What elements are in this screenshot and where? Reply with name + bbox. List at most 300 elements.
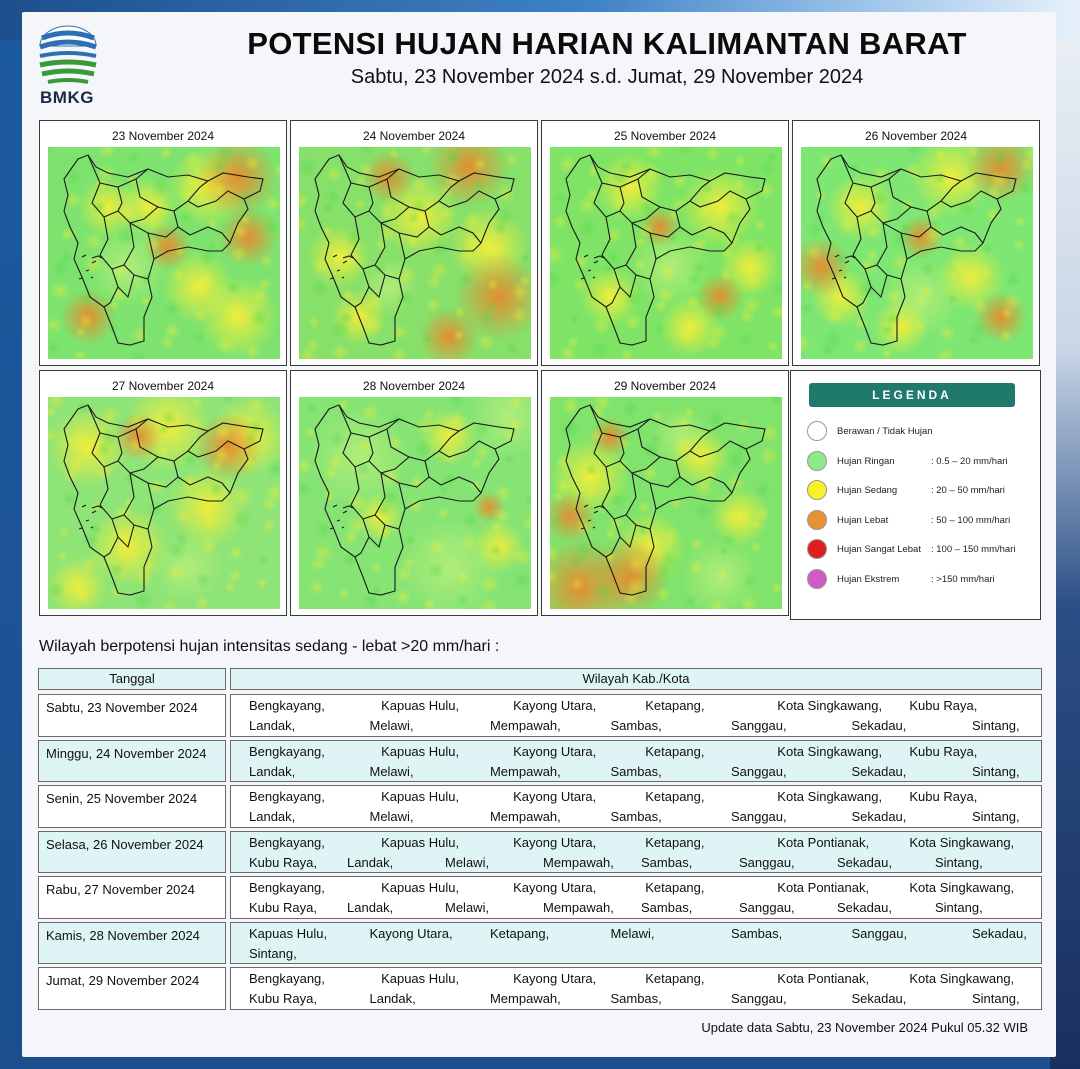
rain-texture: [460, 534, 478, 552]
legend-range: : 100 – 150 mm/hari: [931, 544, 1016, 555]
rain-texture: [553, 214, 567, 228]
row-date: Selasa, 26 November 2024: [46, 836, 204, 852]
rain-texture: [455, 593, 469, 607]
region-name: Bengkayang,: [249, 971, 325, 986]
region-name: Sanggau,: [739, 854, 795, 870]
rain-texture: [357, 439, 371, 453]
table-row-date-cell: [38, 831, 226, 874]
rain-texture: [261, 518, 277, 534]
table-row-date-cell: [38, 785, 226, 828]
region-name: Sanggau,: [730, 991, 787, 1006]
rain-texture: [947, 293, 959, 305]
rain-texture: [413, 439, 433, 459]
rain-texture: [659, 550, 679, 570]
row-date: Kamis, 28 November 2024: [46, 927, 200, 943]
rain-texture: [554, 191, 568, 205]
region-name: Sanggau,: [730, 809, 787, 824]
page-title: POTENSI HUJAN HARIAN KALIMANTAN BARAT: [247, 26, 967, 61]
rain-texture: [688, 559, 704, 575]
rain-texture: [325, 189, 341, 205]
rain-texture: [852, 338, 868, 354]
rain-texture: [570, 577, 584, 591]
rain-texture: [568, 313, 580, 325]
rain-texture: [60, 227, 74, 241]
legend-item: [807, 480, 1037, 502]
rain-texture: [454, 306, 466, 318]
region-name: Kapuas Hulu,: [381, 880, 460, 895]
rain-texture: [637, 500, 651, 514]
rain-texture: [767, 340, 779, 352]
rain-texture: [427, 561, 445, 579]
map-panel: [290, 370, 538, 616]
rain-texture: [823, 329, 843, 349]
region-name: Sintang,: [935, 854, 983, 870]
rain-texture: [755, 482, 771, 498]
region-name: Kota Pontianak,: [777, 834, 870, 850]
region-name: Kota Singkawang,: [909, 880, 1015, 895]
rain-texture: [710, 299, 730, 319]
region-name: Sambas,: [641, 900, 693, 915]
rain-texture: [230, 245, 248, 263]
region-name: Sekadau,: [851, 991, 907, 1006]
region-name: Bengkayang,: [249, 743, 325, 759]
region-name: Kayong Utara,: [369, 925, 453, 941]
table-row-date-cell: [38, 967, 226, 1010]
rain-texture: [228, 545, 244, 561]
map-panel: [39, 370, 287, 616]
rain-texture: [601, 286, 613, 298]
region-name: Kota Pontianak,: [777, 880, 870, 895]
legend-swatch: [807, 421, 827, 441]
rain-texture: [225, 304, 239, 318]
rain-texture: [934, 148, 948, 162]
table-row-regions-cell: [230, 831, 1042, 874]
rain-texture: [625, 290, 643, 308]
rain-texture: [709, 322, 729, 342]
rain-texture: [480, 574, 500, 594]
legend-label: Hujan Sedang: [837, 485, 898, 496]
map-panel: [541, 120, 789, 366]
rain-texture: [361, 403, 379, 421]
region-name: Kapuas Hulu,: [249, 925, 328, 941]
legend-swatch: [807, 480, 827, 500]
rainfall-map: [550, 397, 782, 609]
region-name: Kubu Raya,: [249, 900, 317, 915]
rain-texture: [914, 320, 926, 332]
map-date-label: 25 November 2024: [613, 129, 717, 143]
region-name: Sekadau,: [851, 809, 907, 824]
rain-texture: [199, 536, 219, 556]
region-name: Kayong Utara,: [513, 743, 597, 759]
region-name: Mempawah,: [489, 991, 561, 1006]
rain-texture: [486, 302, 498, 314]
rain-texture: [211, 182, 227, 198]
rain-texture: [390, 412, 404, 426]
rain-texture: [256, 577, 268, 589]
region-name: Melawi,: [369, 809, 414, 824]
rain-texture: [377, 225, 395, 243]
table-row-date-cell: [38, 922, 226, 965]
rain-texture: [671, 196, 687, 212]
region-name: Bengkayang,: [249, 834, 325, 850]
rain-texture: [461, 511, 479, 529]
region-name: Sekadau,: [837, 900, 892, 915]
rain-texture: [48, 581, 66, 599]
rain-texture: [425, 297, 441, 313]
rain-texture: [493, 507, 511, 525]
rain-texture: [200, 513, 220, 533]
rain-texture: [463, 211, 483, 231]
region-name: Kota Singkawang,: [777, 698, 883, 713]
rain-texture: [702, 469, 716, 483]
rain-texture: [388, 148, 400, 160]
rain-texture: [766, 151, 778, 163]
rain-texture: [717, 568, 729, 580]
rain-texture: [489, 543, 503, 557]
rain-texture: [558, 155, 576, 173]
rain-texture: [847, 185, 859, 197]
region-name: Kota Singkawang,: [909, 971, 1015, 986]
region-name: Sintang,: [971, 809, 1020, 824]
region-name: Sekadau,: [837, 854, 892, 870]
rain-texture: [805, 243, 823, 261]
rain-texture: [439, 207, 453, 221]
legend-swatch: [807, 510, 827, 530]
rain-texture: [309, 579, 325, 595]
map-date-label: 26 November 2024: [864, 129, 968, 143]
rain-texture: [244, 155, 260, 171]
region-name: Kubu Raya,: [909, 743, 978, 759]
region-name: Sanggau,: [730, 718, 787, 733]
rain-texture: [608, 491, 626, 509]
region-name: Sekadau,: [851, 718, 907, 733]
rain-texture: [567, 336, 579, 348]
region-name: Sintang,: [249, 945, 297, 961]
region-name: Sintang,: [935, 900, 983, 915]
rain-texture: [689, 536, 705, 552]
rain-texture: [305, 403, 317, 415]
rain-texture: [473, 157, 487, 171]
rain-texture: [77, 590, 91, 604]
table-row-regions-cell: [230, 740, 1042, 783]
rain-texture: [1003, 293, 1021, 311]
region-name: Melawi,: [445, 900, 490, 915]
region-name: Ketapang,: [645, 698, 705, 713]
rain-texture: [757, 182, 775, 200]
rain-texture: [634, 259, 646, 271]
rain-texture: [618, 437, 630, 449]
rain-texture: [216, 335, 236, 355]
rain-texture: [145, 236, 161, 252]
rain-texture: [100, 405, 120, 425]
region-name: Kayong Utara,: [513, 880, 597, 895]
map-date-label: 24 November 2024: [362, 129, 466, 143]
rain-texture: [347, 493, 367, 513]
rain-texture: [572, 277, 588, 293]
region-name: Landak,: [347, 900, 394, 915]
rain-texture: [258, 277, 272, 291]
rain-texture: [750, 541, 762, 553]
region-name: Sintang,: [971, 718, 1020, 733]
rain-texture: [660, 527, 680, 547]
rain-texture: [442, 448, 458, 464]
rain-texture: [378, 202, 396, 220]
region-name: Kayong Utara,: [513, 698, 597, 713]
table-row-regions-cell: [230, 785, 1042, 828]
rain-texture: [226, 281, 240, 295]
rain-texture: [110, 563, 124, 577]
rain-texture: [834, 252, 848, 266]
region-name: Bengkayang,: [249, 789, 325, 804]
rain-texture: [340, 288, 354, 302]
legend-item: [807, 451, 1037, 473]
rain-texture: [195, 572, 211, 588]
region-name: Kota Pontianak,: [777, 971, 870, 986]
rain-texture: [76, 401, 90, 415]
rain-texture: [97, 164, 115, 182]
region-name: Mempawah,: [489, 718, 561, 733]
rain-texture: [422, 408, 436, 422]
region-name: Sanggau,: [739, 900, 795, 915]
update-timestamp: Update data Sabtu, 23 November 2024 Pukul 05.32 WIB: [701, 1020, 1028, 1035]
rain-texture: [667, 232, 679, 244]
rain-texture: [328, 430, 346, 448]
map-date-label: 29 November 2024: [613, 379, 717, 393]
rain-texture: [801, 279, 815, 293]
rain-texture: [503, 453, 515, 465]
legend-label: Hujan Ekstrem: [837, 573, 900, 585]
rainfall-map: [550, 147, 782, 359]
rain-texture: [610, 191, 630, 211]
region-name: Ketapang,: [489, 925, 550, 941]
region-name: Sambas,: [610, 991, 662, 1006]
region-name: Kubu Raya,: [249, 854, 317, 870]
legend-item: [807, 510, 1037, 532]
rain-texture: [619, 160, 633, 174]
region-name: Ketapang,: [645, 880, 705, 895]
rain-texture: [99, 428, 119, 448]
region-name: Sekadau,: [971, 925, 1027, 941]
row-date: Jumat, 29 November 2024: [46, 973, 200, 988]
rain-texture: [209, 482, 223, 496]
rain-texture: [50, 281, 70, 301]
rain-texture: [980, 266, 992, 278]
rain-texture: [78, 313, 94, 329]
rain-texture: [437, 507, 449, 519]
rain-texture: [754, 505, 770, 521]
region-name: Sambas,: [610, 763, 662, 779]
legend-range: : 20 – 50 mm/hari: [931, 485, 1005, 496]
rain-texture: [573, 254, 589, 270]
region-name: Mempawah,: [489, 763, 561, 779]
rain-texture: [371, 561, 383, 573]
page-subtitle: Sabtu, 23 November 2024 s.d. Jumat, 29 November 2024: [350, 66, 864, 88]
region-name: Kubu Raya,: [909, 698, 978, 713]
legend-range: : >150 mm/hari: [931, 573, 995, 585]
region-name: Kota Singkawang,: [777, 789, 883, 804]
rain-texture: [257, 554, 269, 566]
rain-texture: [657, 286, 675, 304]
rain-texture: [307, 315, 321, 329]
map-date-label: 28 November 2024: [362, 379, 466, 393]
region-name: Sambas,: [610, 718, 662, 733]
rain-texture: [999, 329, 1013, 343]
region-name: Sintang,: [971, 763, 1020, 779]
rain-texture: [653, 322, 667, 336]
rain-texture: [84, 231, 104, 251]
rain-texture: [733, 178, 745, 190]
rain-texture: [323, 489, 337, 503]
rain-texture: [474, 444, 490, 460]
rain-texture: [311, 279, 329, 297]
rain-texture: [240, 191, 252, 203]
legend: [790, 370, 1041, 620]
rain-texture: [180, 473, 198, 491]
rain-texture: [721, 532, 737, 548]
region-name: Kayong Utara,: [513, 789, 597, 804]
region-name: Ketapang,: [645, 834, 705, 850]
rain-texture: [1013, 239, 1025, 251]
row-date: Minggu, 24 November 2024: [46, 745, 207, 761]
table-row-regions-cell: [230, 876, 1042, 919]
legend-swatch: [807, 539, 827, 559]
rain-texture: [456, 570, 470, 584]
region-name: Kubu Raya,: [909, 789, 978, 804]
region-name: Kapuas Hulu,: [381, 743, 460, 759]
rain-texture: [403, 557, 415, 569]
region-name: Ketapang,: [645, 971, 705, 986]
rain-texture: [458, 270, 474, 286]
legend-item: [807, 569, 1037, 591]
region-name: Landak,: [249, 809, 296, 824]
rain-texture: [866, 248, 880, 262]
legend-swatch: [807, 569, 827, 589]
rain-texture: [556, 455, 572, 471]
rainfall-map: [299, 147, 531, 359]
rain-texture: [691, 236, 709, 254]
region-name: Melawi,: [369, 763, 414, 779]
rain-texture: [591, 340, 609, 358]
rain-texture: [551, 514, 563, 526]
rain-texture: [505, 153, 519, 167]
table-row-date-cell: [38, 694, 226, 737]
region-name: Melawi,: [445, 854, 490, 870]
rain-texture: [128, 437, 144, 453]
region-name: Sambas,: [641, 854, 693, 870]
region-name: Sambas,: [610, 809, 662, 824]
rain-texture: [392, 324, 408, 340]
legend-item: [807, 539, 1037, 561]
region-name: Kayong Utara,: [513, 834, 597, 850]
rain-texture: [970, 320, 988, 338]
rain-texture: [990, 148, 1010, 168]
region-name: Landak,: [347, 854, 394, 870]
legend-label: Hujan Ringan: [837, 455, 895, 467]
rain-texture: [592, 317, 610, 335]
rain-texture: [131, 326, 149, 344]
rainfall-map: [48, 397, 280, 609]
rain-texture: [242, 455, 256, 469]
region-name: Kayong Utara,: [513, 971, 597, 986]
rain-texture: [174, 245, 186, 257]
rain-texture: [304, 426, 316, 438]
region-name: Mempawah,: [543, 854, 614, 870]
rain-texture: [428, 538, 446, 556]
region-name: Landak,: [369, 991, 416, 1006]
background-left: [0, 0, 24, 1069]
rain-texture: [213, 446, 231, 464]
rain-texture: [707, 410, 725, 428]
rain-texture: [150, 177, 170, 197]
region-name: Sanggau,: [851, 925, 908, 941]
region-name: Sekadau,: [851, 763, 907, 779]
rain-texture: [574, 541, 592, 559]
rainfall-map: [48, 147, 280, 359]
rain-texture: [589, 428, 605, 444]
legend-range: : 50 – 100 mm/hari: [931, 514, 1011, 526]
legend-range: : 0.5 – 20 mm/hari: [931, 455, 1008, 467]
legend-label: Berawan / Tidak Hujan: [837, 426, 933, 437]
rain-texture: [819, 153, 835, 169]
row-date: Sabtu, 23 November 2024: [46, 700, 198, 715]
rain-texture: [157, 446, 169, 458]
rain-texture: [193, 308, 207, 322]
rain-texture: [971, 297, 989, 315]
rain-texture: [690, 259, 708, 277]
rain-texture: [981, 243, 993, 255]
rain-texture: [363, 315, 383, 335]
rain-texture: [719, 268, 733, 282]
rain-texture: [555, 478, 571, 494]
rain-texture: [494, 484, 512, 502]
region-name: Mempawah,: [489, 809, 561, 824]
rain-texture: [669, 496, 683, 510]
legend-item: [807, 421, 1037, 443]
rain-texture: [345, 229, 363, 247]
rain-texture: [507, 417, 523, 433]
rain-texture: [693, 500, 713, 520]
rain-texture: [453, 329, 465, 341]
logo-text: BMKG: [40, 88, 94, 107]
region-name: Sanggau,: [730, 763, 787, 779]
region-name: Kapuas Hulu,: [381, 698, 460, 713]
region-name: Mempawah,: [543, 900, 614, 915]
region-name: Kapuas Hulu,: [381, 834, 460, 850]
rain-texture: [677, 326, 697, 346]
rain-texture: [183, 150, 203, 170]
rain-texture: [510, 306, 528, 324]
rain-texture: [989, 171, 1009, 191]
region-name: Ketapang,: [645, 743, 705, 759]
rain-texture: [127, 150, 141, 164]
region-name: Kapuas Hulu,: [381, 789, 460, 804]
rain-texture: [58, 527, 70, 539]
map-panel: [290, 120, 538, 366]
rain-texture: [655, 586, 671, 602]
region-name: Sintang,: [971, 991, 1020, 1006]
table-header-region: Wilayah Kab./Kota: [230, 668, 1042, 690]
region-name: Melawi,: [610, 925, 655, 941]
map-panel: [792, 120, 1040, 366]
rain-texture: [674, 437, 692, 455]
rain-texture: [867, 225, 881, 239]
rain-texture: [1004, 270, 1022, 288]
rain-texture: [683, 406, 695, 418]
rain-texture: [577, 218, 597, 238]
table-row-date-cell: [38, 876, 226, 919]
region-name: Melawi,: [369, 718, 414, 733]
table-row-regions-cell: [230, 694, 1042, 737]
